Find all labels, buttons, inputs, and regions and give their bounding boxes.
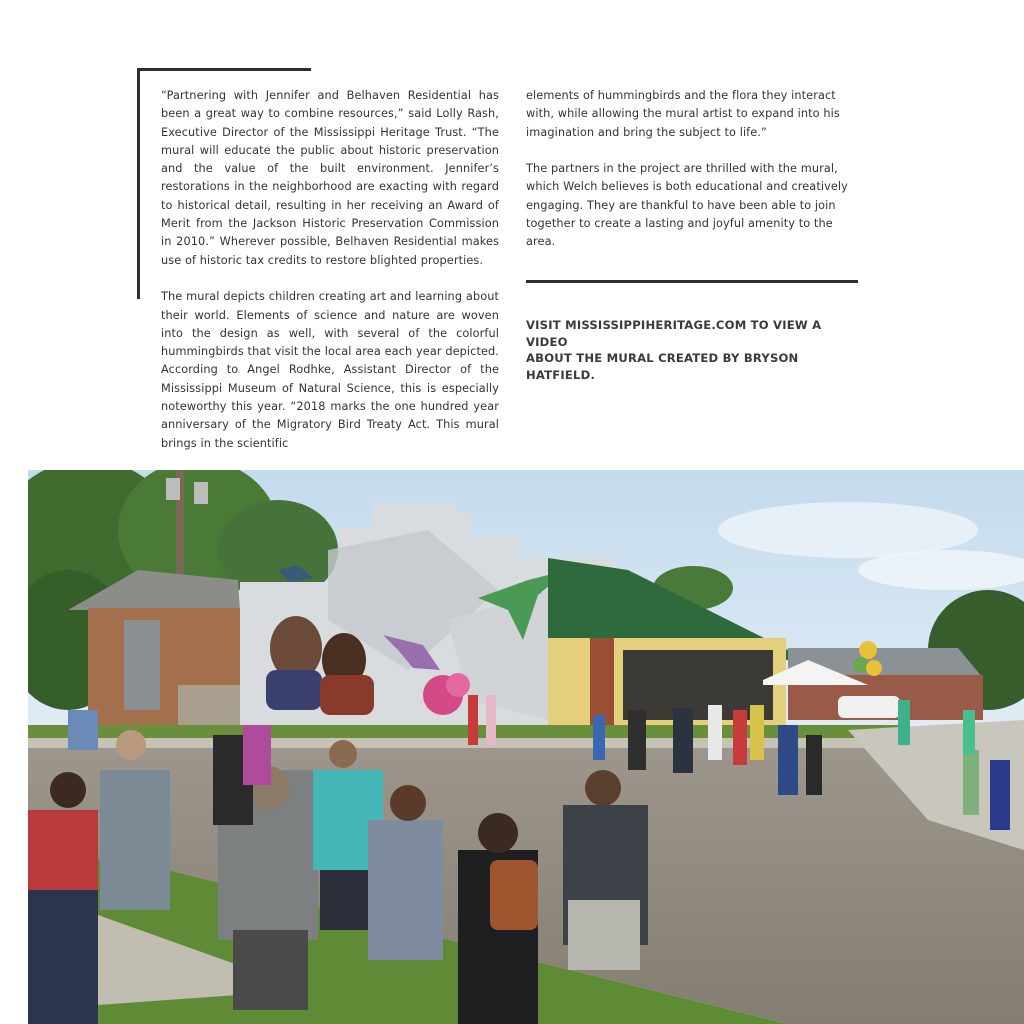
cloud bbox=[718, 502, 978, 558]
paragraph-mural-description: The mural depicts children creating art and learning about their world. Elements of science and nature are woven into the design as well, with several of the colorful hummingbirds that visit the local area each year depicted. According to Angel Rodhke, Assistant Director of the Mississippi Museum of Natural Science, this is especially noteworthy this year. “2018 marks the one hundred year anniversary of the Migratory Bird Treaty Act. This mural brings in the scientific bbox=[161, 290, 499, 450]
paragraph-partnership-quote: “Partnering with Jennifer and Belhaven Residential has been a great way to combine resources,” said Lolly Rash, Executive Director of the Mississippi Heritage Trust. “The mural will educate the public about historic preservation and the value of the built environment. Jennifer’s restorations in the neighborhood are exacting with regard to historical detail, resulting in her receiving an Award of Merit from the Jackson Historic Preservation Commission in 2010.” Wherever possible, Belhaven Residential makes use of historic tax credits to restore blighted properties. bbox=[161, 89, 499, 267]
cta-divider-rule bbox=[526, 280, 858, 283]
parked-car bbox=[838, 696, 900, 718]
cta-line-2: ABOUT THE MURAL CREATED BY BRYSON HATFIELD. bbox=[526, 351, 799, 382]
article-right-column bbox=[526, 87, 864, 252]
mural-dedication-photo bbox=[28, 470, 1024, 1024]
paragraph-quote-continued: elements of hummingbirds and the flora they interact with, while allowing the mural artist to expand into his imagination and bring the subject to life.” bbox=[526, 89, 840, 139]
paragraph-partners-thrilled: The partners in the project are thrilled with the mural, which Welch believes is both educational and creatively engaging. They are thankful to have been able to join together to create a lasting and joyful amenity to the area. bbox=[526, 162, 848, 249]
video-call-to-action bbox=[526, 317, 866, 383]
corner-rule-horizontal bbox=[137, 68, 311, 71]
corner-rule-vertical bbox=[137, 68, 140, 299]
article-left-column bbox=[161, 87, 499, 453]
cta-line-1: VISIT MISSISSIPPIHERITAGE.COM TO VIEW A VIDEO bbox=[526, 318, 822, 349]
